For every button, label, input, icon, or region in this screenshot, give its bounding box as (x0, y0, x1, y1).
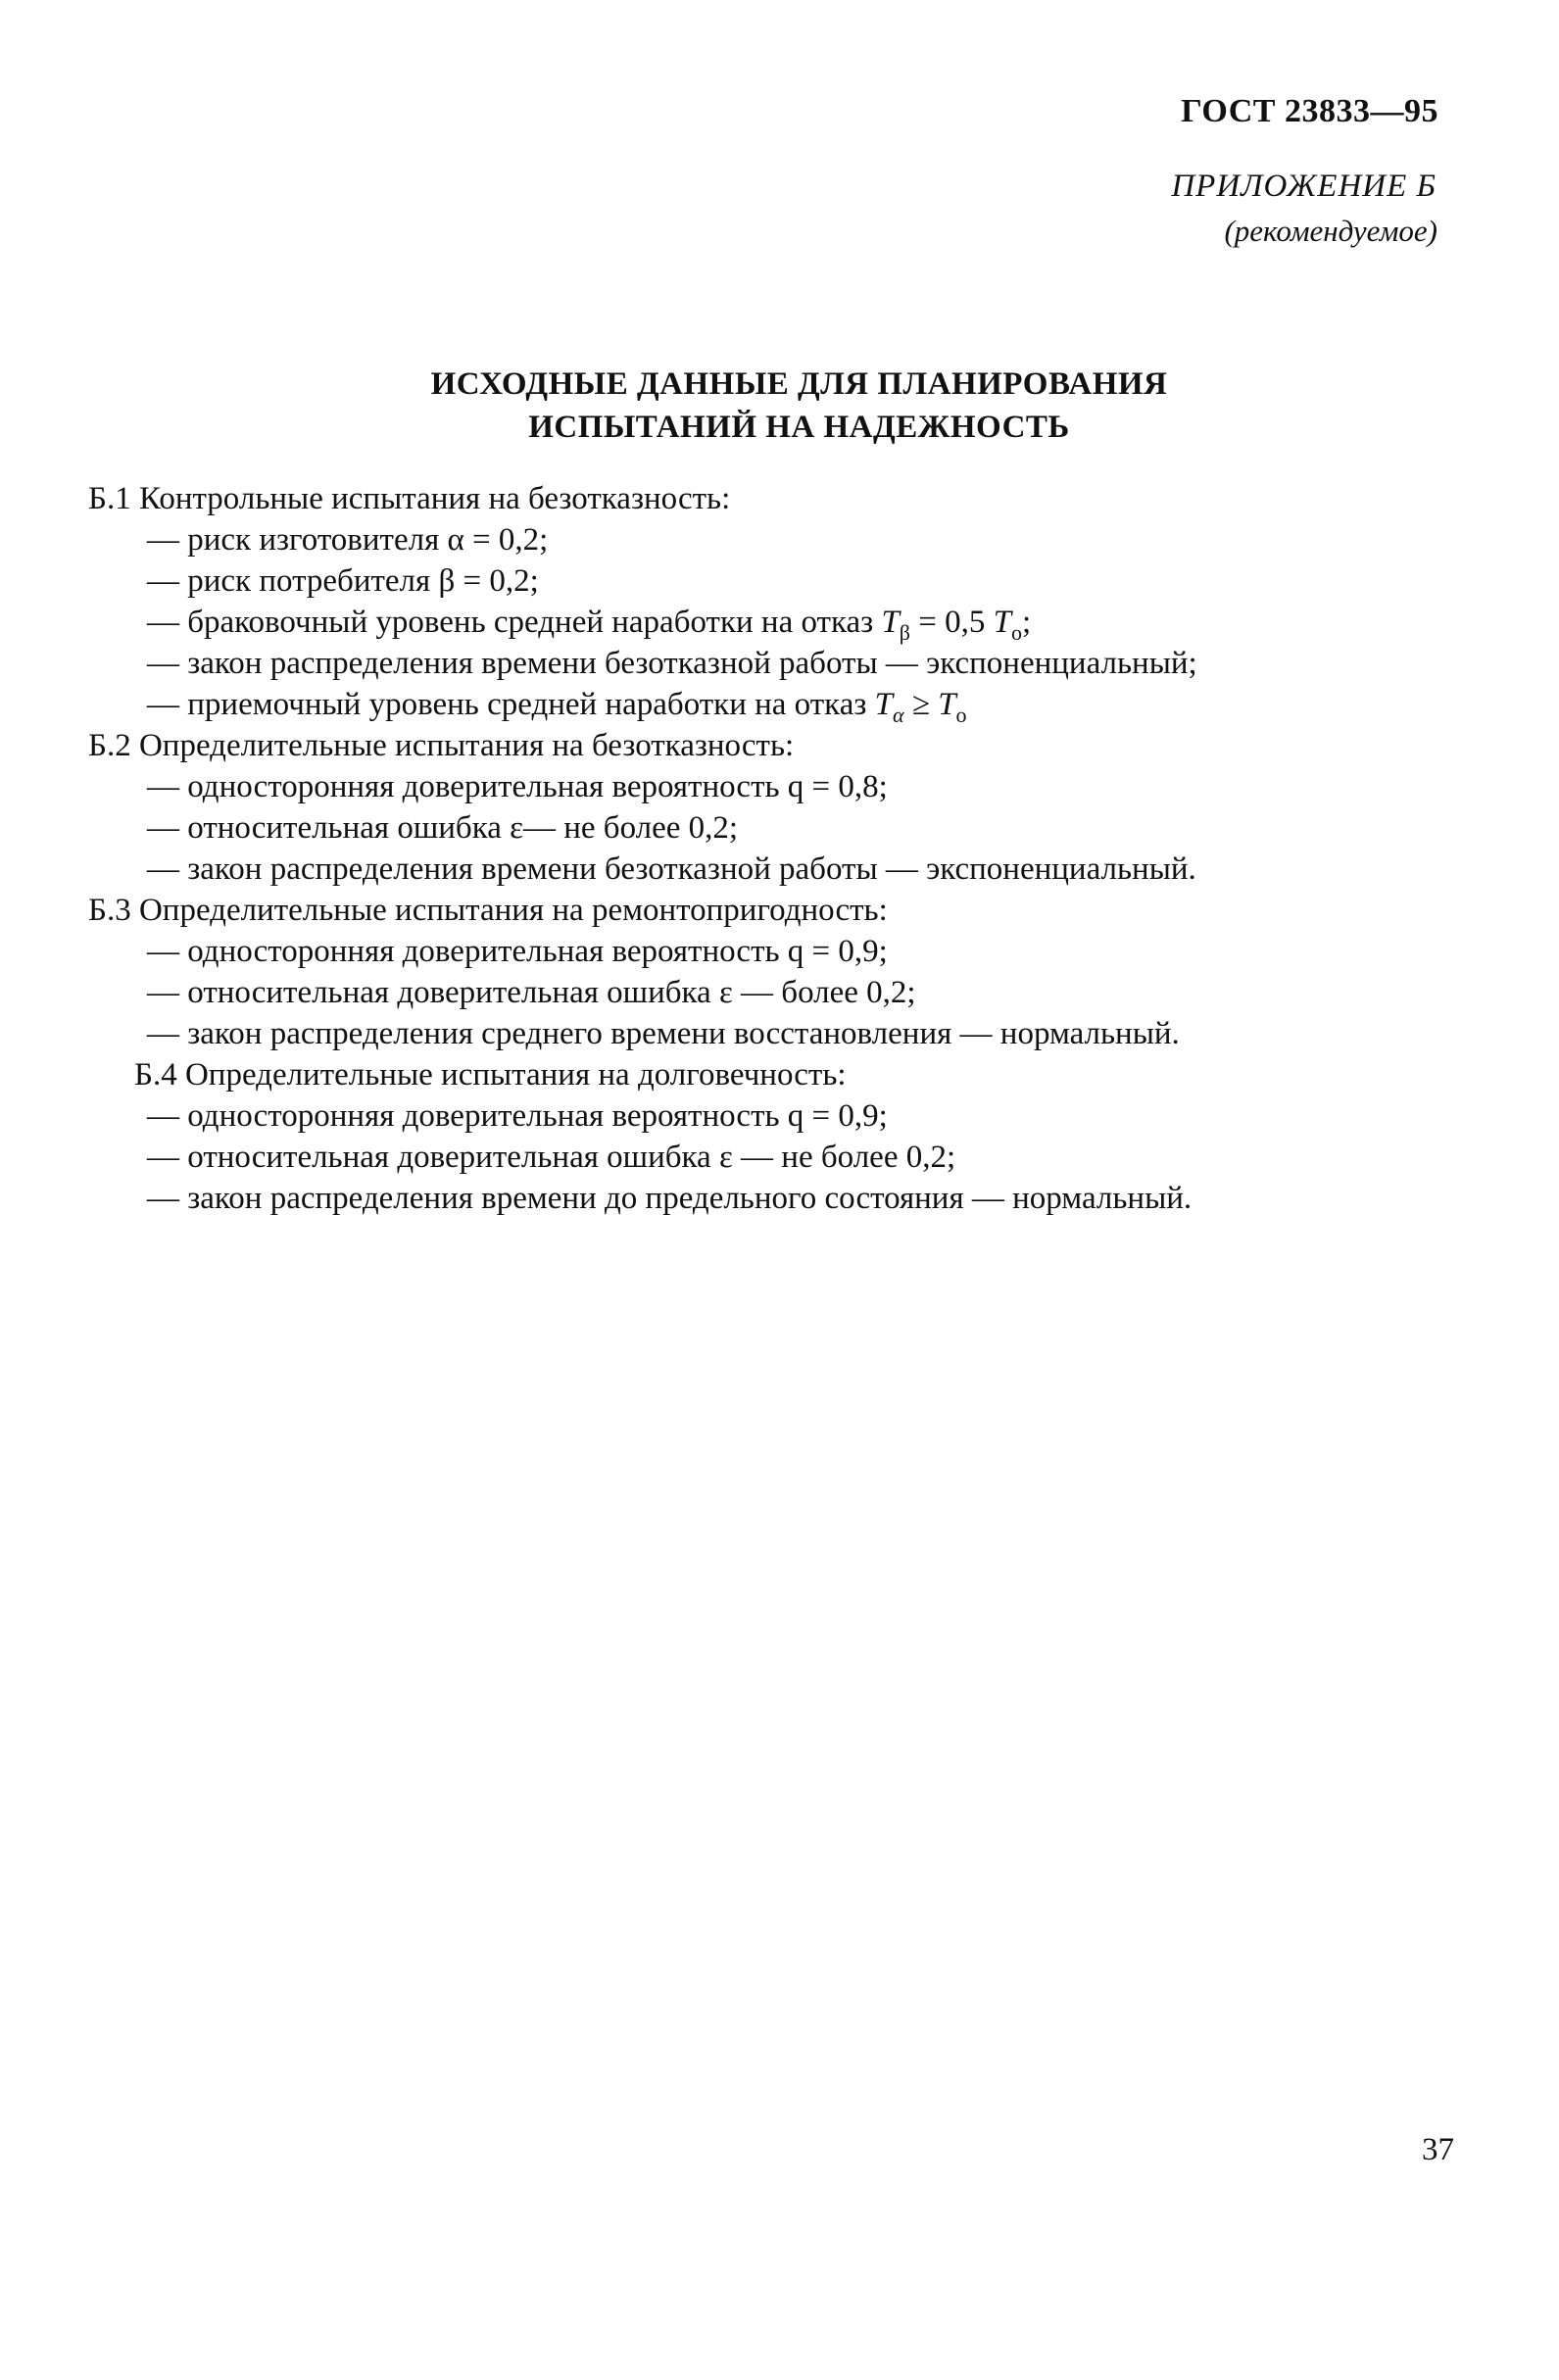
section-heading-line-2: ИСПЫТАНИЙ НА НАДЕЖНОСТЬ (528, 410, 1070, 445)
formula-subscript-alpha: α (893, 703, 904, 727)
clause-b4-item-1: — односторонняя доверительная вероятность q = 0,9; (147, 1098, 888, 1134)
formula-t-symbol: T (874, 687, 893, 722)
clause-b3-item-3: — закон распределения среднего времени восстановления — нормальный. (147, 1016, 1180, 1051)
annex-note: (рекомендуемое) (1224, 214, 1437, 248)
body-text (88, 478, 1401, 1219)
clause-b1-item-2: — риск потребителя β = 0,2; (147, 563, 539, 599)
clause-b1-item-5-text: — приемочный уровень средней наработки на отказ (147, 687, 875, 722)
clause-b1-item-1: — риск изготовителя α = 0,2; (147, 522, 549, 558)
clause-b3-item-2: — относительная доверительная ошибка ε — более 0,2; (147, 975, 916, 1010)
clause-b2-item-2: — относительная ошибка ε— не более 0,2; (147, 810, 739, 846)
annex-title: ПРИЛОЖЕНИЕ Б (1171, 169, 1437, 204)
clause-b4-title: Б.4 Определительные испытания на долговечность: (134, 1057, 847, 1093)
formula-t-symbol: T (881, 605, 900, 640)
clause-b4-item-2: — относительная доверительная ошибка ε — не более 0,2; (147, 1140, 956, 1175)
formula-ge: ≥ (903, 687, 939, 722)
clause-b4-item-3: — закон распределения времени до предельного состояния — нормальный. (147, 1181, 1193, 1216)
clause-b2-title: Б.2 Определительные испытания на безотказность: (88, 728, 795, 763)
clause-b1-item-4: — закон распределения времени безотказной работы — экспоненциальный; (147, 646, 1197, 681)
formula-tail: ; (1021, 605, 1032, 640)
clause-b1-title: Б.1 Контрольные испытания на безотказность: (88, 481, 731, 516)
formula-subscript-o: o (955, 703, 967, 727)
clause-b1-item-3 (88, 602, 1401, 643)
formula-subscript-o: o (1010, 620, 1022, 645)
clause-b3-item-1: — односторонняя доверительная вероятность q = 0,9; (147, 934, 888, 969)
clause-b1-item-5 (88, 684, 1401, 725)
page-number: 37 (1422, 2132, 1454, 2167)
formula-t-symbol: T (938, 687, 956, 722)
standard-code: ГОСТ 23833—95 (1181, 93, 1438, 129)
clause-b1-item-3-text: — браковочный уровень средней наработки на отказ (147, 605, 882, 640)
section-heading-line-1: ИСХОДНЫЕ ДАННЫЕ ДЛЯ ПЛАНИРОВАНИЯ (430, 366, 1168, 402)
clause-b2-item-3: — закон распределения времени безотказной работы — экспоненциальный. (147, 851, 1196, 887)
formula-t-symbol: T (993, 605, 1011, 640)
clause-b3-title: Б.3 Определительные испытания на ремонтопригодность: (88, 893, 888, 928)
clause-b2-item-1: — односторонняя доверительная вероятность q = 0,8; (147, 769, 888, 804)
formula-subscript-beta: β (899, 620, 910, 645)
formula-equals: = 0,5 (910, 605, 994, 640)
